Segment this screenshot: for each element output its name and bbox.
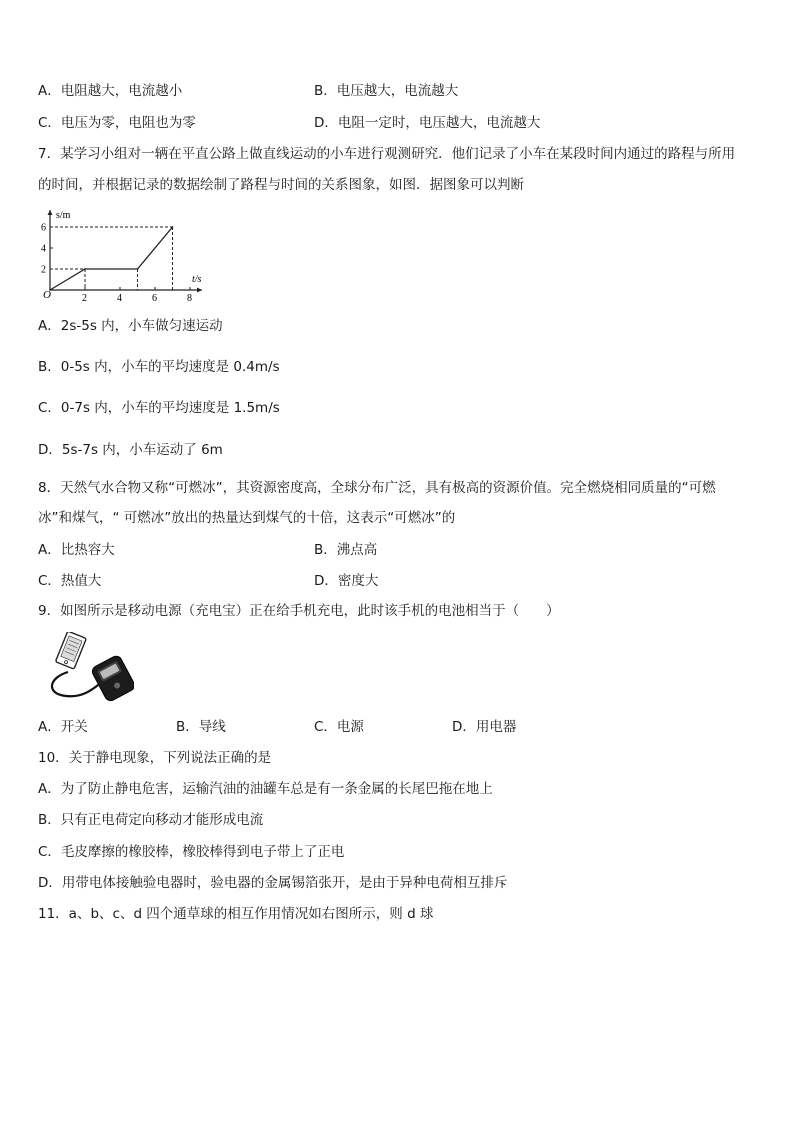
graph-marks: [49, 226, 173, 291]
q8-option-c: C．热值大: [38, 573, 102, 589]
x-tick-label: 6: [152, 293, 157, 302]
q10-option-d: D．用带电体接触验电器时，验电器的金属锡箔张开，是由于异种电荷相互排斥: [38, 875, 508, 891]
q9-stem: 9．如图所示是移动电源（充电宝）正在给手机充电，此时该手机的电池相当于（ ）: [38, 603, 560, 619]
origin-label: O: [43, 289, 51, 301]
q6-option-b: B．电压越大，电流越大: [314, 83, 459, 99]
y-tick-label: 2: [41, 264, 46, 276]
power-bank-phone-illustration: [44, 632, 134, 702]
q10-option-c: C．毛皮摩擦的橡胶棒，橡胶棒得到电子带上了正电: [38, 844, 345, 860]
graph-axes: [41, 210, 202, 302]
x-axis-arrow: [197, 288, 202, 293]
y-axis-arrow: [48, 210, 53, 215]
x-tick-label: 2: [82, 293, 87, 302]
data-point: [137, 268, 139, 270]
phone-icon: [55, 632, 86, 669]
q7-s-t-graph: [36, 206, 211, 302]
q7-stem-line1: 7．某学习小组对一辆在平直公路上做直线运动的小车进行观测研究．他们记录了小车在某段时间内通过的路程与所用: [38, 146, 736, 162]
q9-option-b: B．导线: [176, 719, 226, 735]
x-tick-label: 4: [117, 293, 122, 302]
q8-option-d: D．密度大: [314, 573, 379, 589]
q7-option-b: B．0-5s 内，小车的平均速度是 0.4m/s: [38, 359, 280, 375]
q9-option-a: A．开关: [38, 719, 88, 735]
q8-stem-line2: 冰”和煤气，“ 可燃冰”放出的热量达到煤气的十倍，这表示“可燃冰”的: [38, 510, 456, 526]
q7-option-a: A．2s-5s 内，小车做匀速运动: [38, 318, 223, 334]
q10-option-b: B．只有正电荷定向移动才能形成电流: [38, 812, 264, 828]
q7-option-d: D．5s-7s 内，小车运动了 6m: [38, 442, 223, 458]
q9-option-c: C．电源: [314, 719, 364, 735]
power-bank-icon: [90, 654, 134, 702]
y-axis-label: s/m: [56, 210, 71, 221]
x-axis-label: t/s: [192, 274, 202, 285]
q6-option-a: A．电阻越大，电流越小: [38, 83, 183, 99]
q11-stem: 11．a、b、c、d 四个通草球的相互作用情况如右图所示，则 d 球: [38, 906, 434, 922]
s-t-line: [50, 227, 173, 290]
q10-stem: 10．关于静电现象，下列说法正确的是: [38, 750, 272, 766]
q8-option-a: A．比热容大: [38, 542, 115, 558]
data-point: [84, 268, 86, 270]
y-tick-label: 4: [41, 243, 46, 255]
q8-stem-line1: 8．天然气水合物又称“可燃冰”，其资源密度高，全球分布广泛，具有极高的资源价值。完全燃烧相同质量的“可燃: [38, 480, 716, 496]
data-point: [172, 226, 174, 228]
q7-stem-line2: 的时间，并根据记录的数据绘制了路程与时间的关系图象，如图．据图象可以判断: [38, 177, 524, 193]
q8-option-b: B．沸点高: [314, 542, 378, 558]
x-tick-label: 8: [187, 293, 192, 302]
q10-option-a: A．为了防止静电危害，运输汽油的油罐车总是有一条金属的长尾巴拖在地上: [38, 781, 493, 797]
y-tick-label: 6: [41, 222, 46, 234]
q6-option-d: D．电阻一定时，电压越大，电流越大: [314, 115, 541, 131]
q7-option-c: C．0-7s 内，小车的平均速度是 1.5m/s: [38, 400, 280, 416]
q6-option-c: C．电压为零，电阻也为零: [38, 115, 196, 131]
q9-option-d: D．用电器: [452, 719, 517, 735]
